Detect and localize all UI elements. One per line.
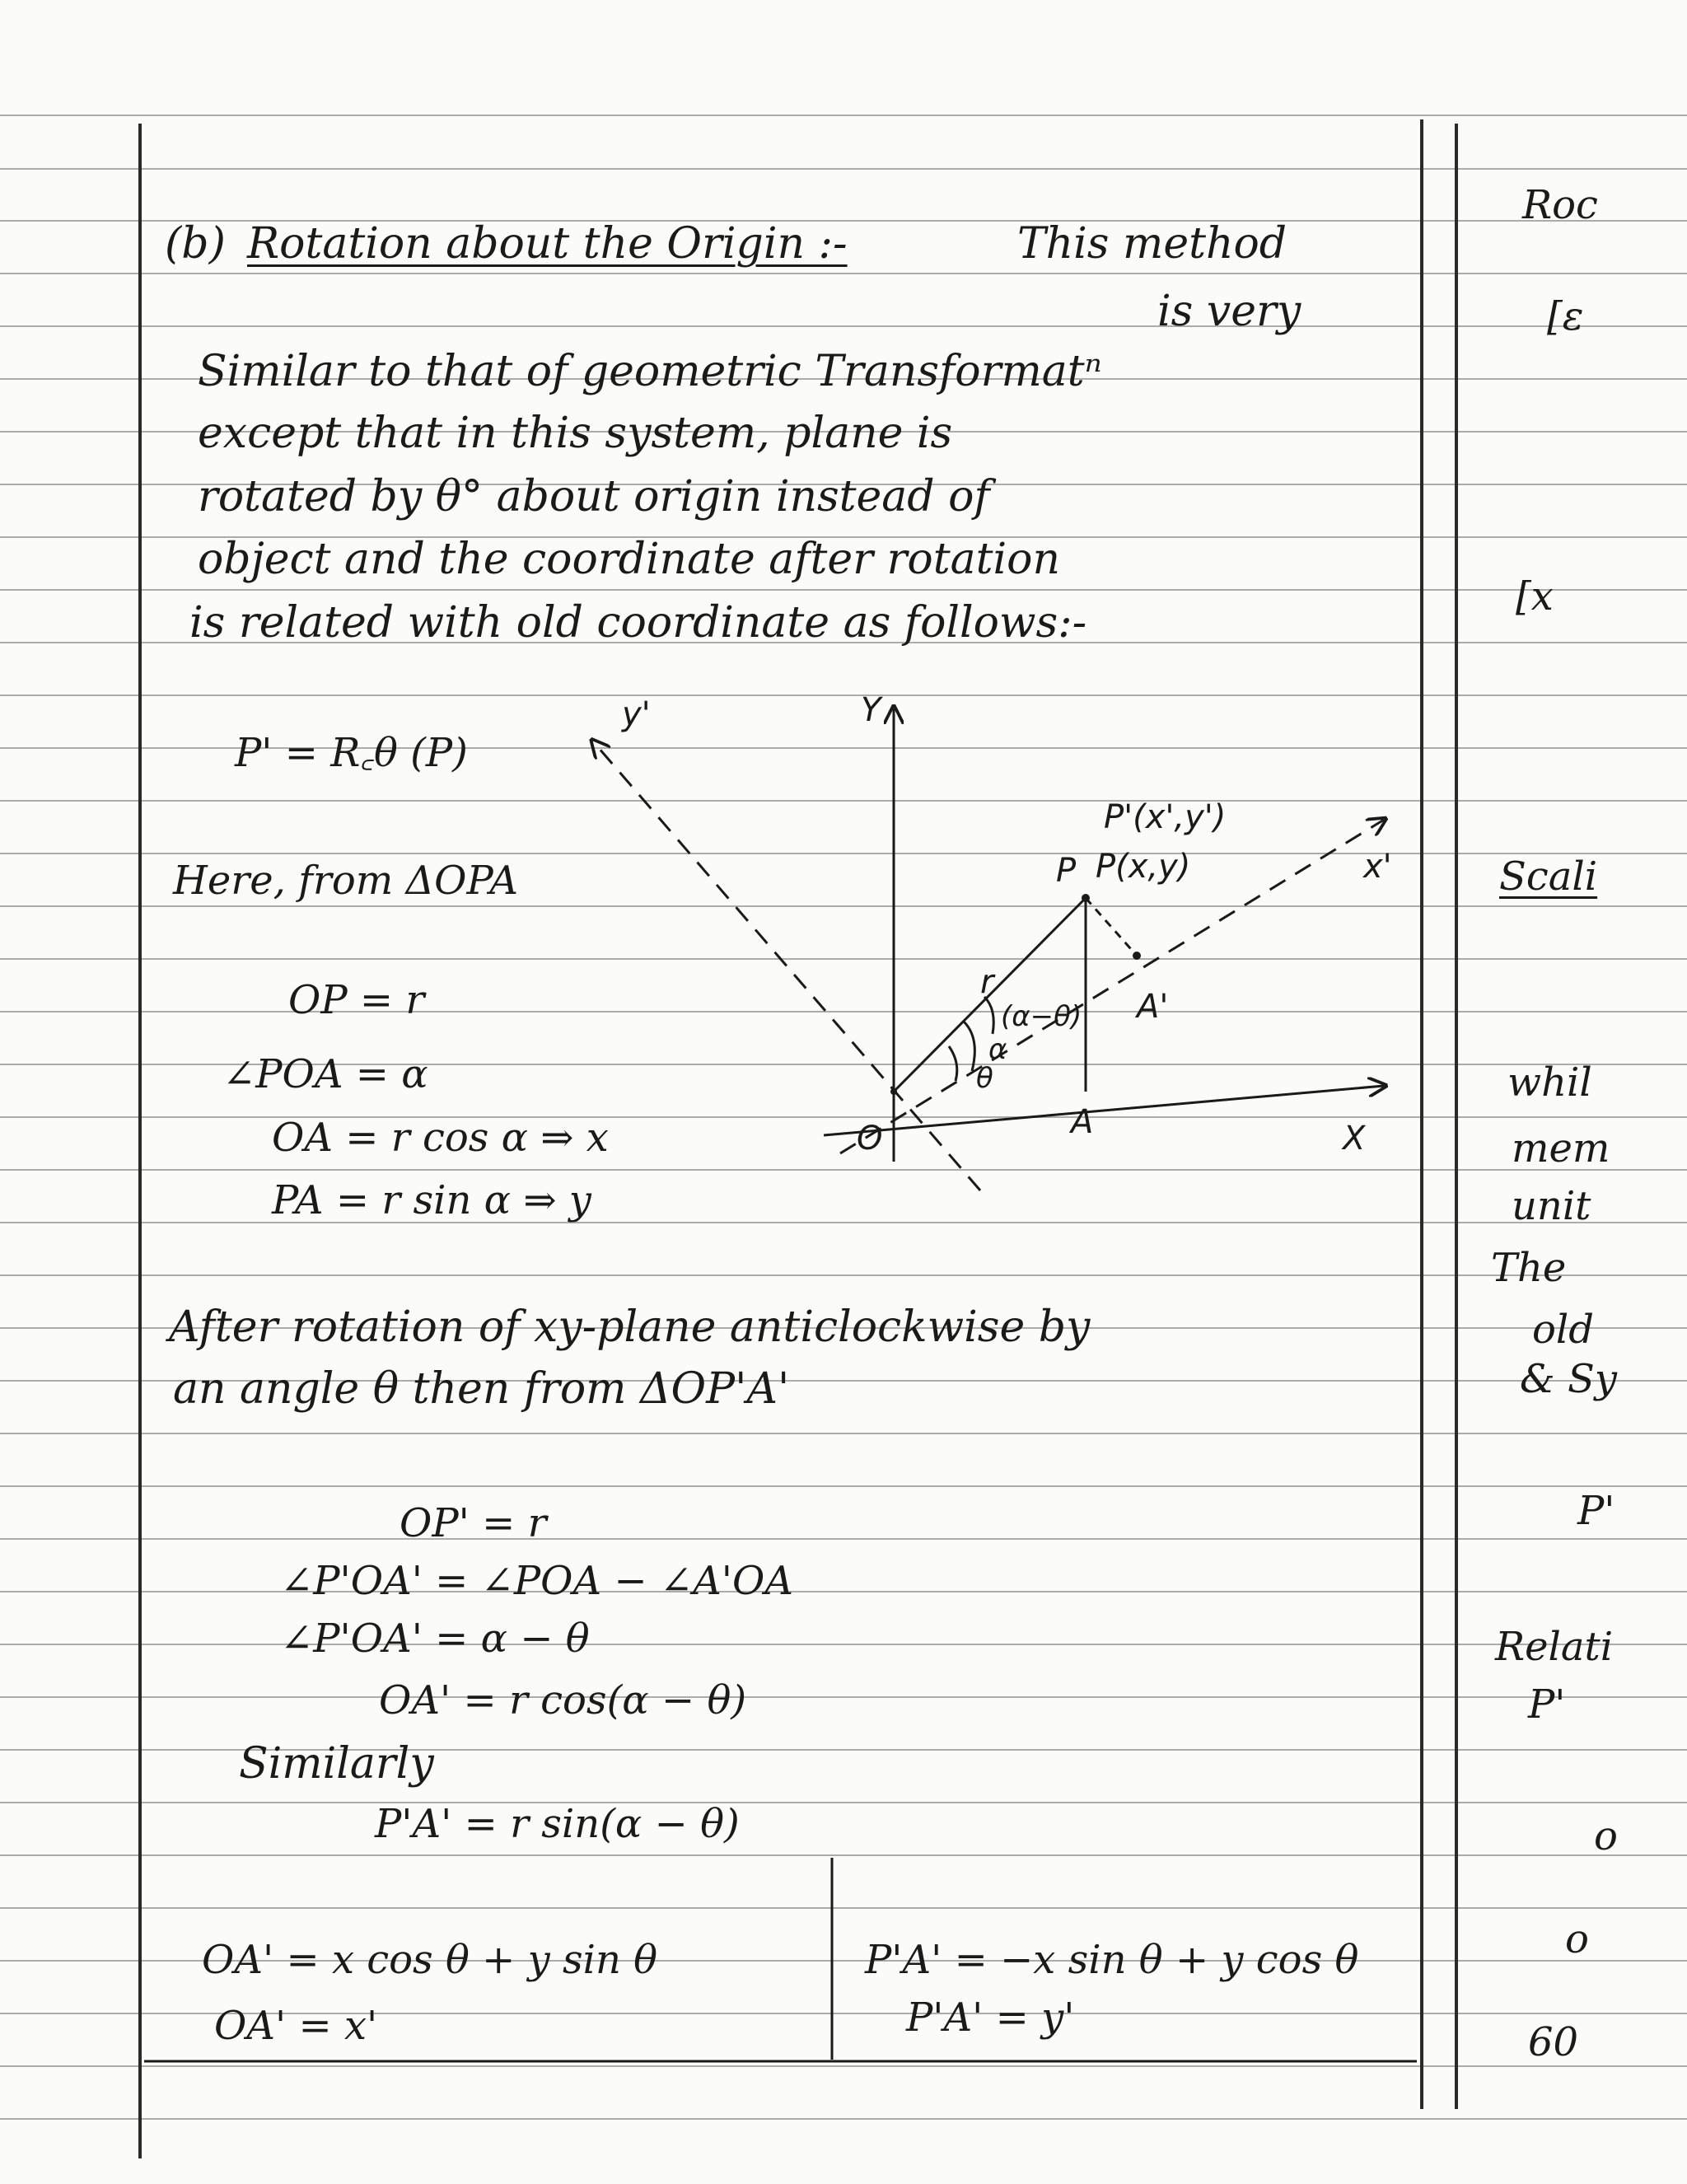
label-y-prime: y' xyxy=(622,695,651,733)
label-origin: O xyxy=(857,1120,883,1157)
relation-op: OP = r xyxy=(288,977,425,1023)
after-rotation-line-2: an angle θ then from ΔOP'A' xyxy=(173,1364,790,1414)
derivation-op-prime: OP' = r xyxy=(400,1500,547,1546)
margin-fragment: [ε xyxy=(1547,293,1584,339)
relation-oa: OA = r cos α ⇒ x xyxy=(272,1115,609,1161)
point-a-prime-dot xyxy=(1133,952,1141,960)
angle-arc-alpha-minus-theta xyxy=(984,997,993,1034)
angle-arc-alpha xyxy=(964,1022,974,1071)
triangle-intro: Here, from ΔOPA xyxy=(173,858,519,904)
paragraph-line-5: is related with old coordinate as follows:- xyxy=(189,598,1087,648)
heading-title: Rotation about the Origin :- xyxy=(247,219,848,269)
label-p-prime-coords: P'(x',y') xyxy=(1104,798,1227,836)
y-prime-axis-line xyxy=(593,741,980,1190)
x-axis-line xyxy=(824,1086,1384,1135)
label-p-coords: P(x,y) xyxy=(1096,848,1191,886)
heading-tail-1: This method xyxy=(1017,219,1287,269)
similarly-label: Similarly xyxy=(239,1739,434,1789)
label-point-a: A xyxy=(1071,1103,1094,1141)
margin-fragment: o xyxy=(1594,1813,1618,1859)
margin-fragment: unit xyxy=(1512,1183,1591,1229)
label-x-prime: x' xyxy=(1363,848,1392,886)
margin-fragment: o xyxy=(1565,1916,1589,1962)
after-rotation-line-1: After rotation of xy-plane anticlockwise by xyxy=(169,1302,1091,1352)
margin-fragment: The xyxy=(1491,1245,1567,1291)
result-right-2: P'A' = y' xyxy=(906,1995,1075,2041)
paragraph-line-1: Similar to that of geometric Transformatⁿ xyxy=(198,347,1102,396)
heading-prefix: (b) xyxy=(165,219,226,269)
margin-fragment: 60 xyxy=(1528,2019,1579,2065)
pa-prime-line xyxy=(1086,898,1137,956)
point-p-dot xyxy=(1082,894,1090,902)
pa-prime-relation: P'A' = r sin(α − θ) xyxy=(375,1801,740,1847)
derivation-angle-2: ∠P'OA' = α − θ xyxy=(280,1616,590,1662)
derivation-angle-1: ∠P'OA' = ∠POA − ∠A'OA xyxy=(280,1558,794,1604)
result-right-1: P'A' = −x sin θ + y cos θ xyxy=(865,1937,1359,1983)
result-left-2: OA' = x' xyxy=(214,2003,378,2049)
label-point-p: P xyxy=(1056,852,1077,890)
paragraph-line-3: rotated by θ° about origin instead of xyxy=(198,472,990,521)
margin-fragment: P' xyxy=(1528,1681,1566,1728)
margin-fragment: Roc xyxy=(1522,182,1598,228)
label-x-axis: X xyxy=(1343,1120,1366,1157)
paragraph-line-2: except that in this system, plane is xyxy=(198,409,953,458)
origin-dot xyxy=(890,1088,897,1095)
margin-fragment: [x xyxy=(1516,573,1554,620)
angle-arc-theta xyxy=(949,1046,957,1081)
result-left-1: OA' = x cos θ + y sin θ xyxy=(202,1937,658,1983)
label-alpha-minus-theta: (α−θ) xyxy=(1001,1000,1082,1033)
derivation-oa-prime: OA' = r cos(α − θ) xyxy=(379,1677,747,1723)
margin-fragment: mem xyxy=(1512,1125,1610,1172)
paragraph-line-4: object and the coordinate after rotation xyxy=(198,535,1060,584)
margin-fragment: old xyxy=(1532,1307,1594,1353)
margin-fragment: P' xyxy=(1577,1488,1615,1534)
margin-fragment: Relati xyxy=(1495,1624,1614,1670)
relation-angle: ∠POA = α xyxy=(222,1051,428,1097)
formula-main: P' = R꜀θ (P) xyxy=(235,730,468,776)
margin-fragment: whil xyxy=(1507,1059,1592,1106)
label-point-a-prime: A' xyxy=(1137,988,1169,1026)
relation-pa: PA = r sin α ⇒ y xyxy=(272,1177,591,1223)
label-theta: θ xyxy=(976,1062,993,1095)
label-r: r xyxy=(980,963,994,1001)
margin-fragment: Scali xyxy=(1499,853,1598,900)
label-alpha: α xyxy=(988,1033,1007,1066)
heading-tail-2: is very xyxy=(1157,287,1301,336)
margin-fragment: & Sy xyxy=(1520,1356,1617,1402)
label-y-axis: Y xyxy=(861,691,881,729)
